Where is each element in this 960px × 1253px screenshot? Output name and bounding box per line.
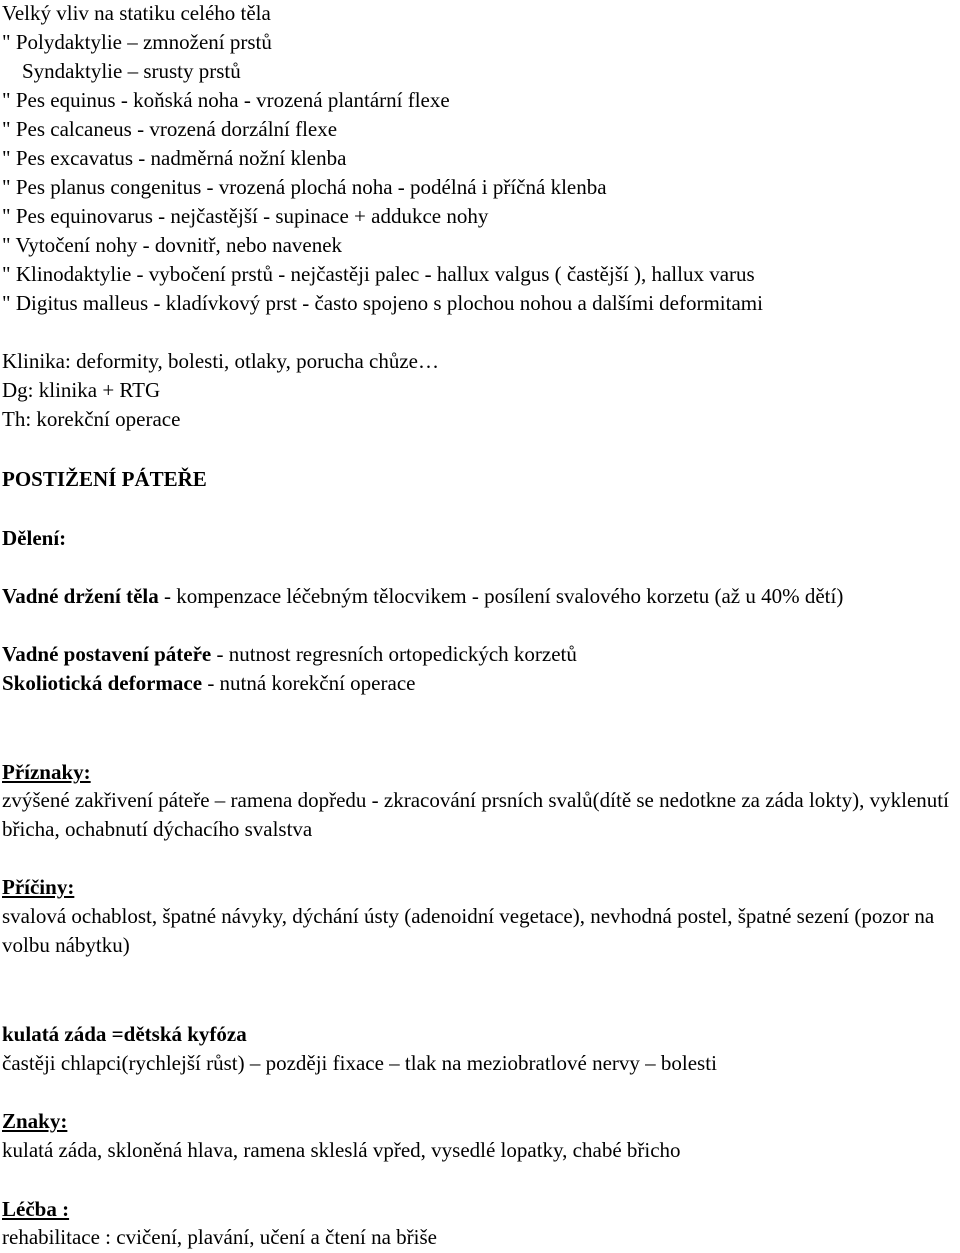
- priciny-text: svalová ochablost, špatné návyky, dýchání ústy (adenoidní vegetace), nevhodná postel, špatné sezení (pozor na volbu nábytku): [2, 904, 935, 957]
- class-item-vadne-postaveni: [2, 641, 577, 667]
- deformity-item-pes-equinus: " Pes equinus - koňská noha - vrozená plantární flexe: [2, 88, 450, 112]
- deformity-item-klinodaktylie: " Klinodaktylie - vybočení prstů - nejčastěji palec - hallux valgus ( častější ), hallux varus: [2, 262, 755, 286]
- priznaky-heading: Příznaky:: [2, 760, 91, 784]
- class-desc: - nutná korekční operace: [202, 671, 416, 695]
- deformity-item-syndaktylie: Syndaktylie – srusty prstů: [22, 59, 241, 83]
- deleni-heading: Dělení:: [2, 526, 67, 550]
- intro-line: Velký vliv na statiku celého těla: [2, 1, 271, 25]
- lecba-heading: Léčba :: [2, 1197, 70, 1221]
- lecba-text: rehabilitace : cvičení, plavání, učení a čtení na břiše: [2, 1225, 437, 1249]
- deformity-item-vytoceni-nohy: " Vytočení nohy - dovnitř, nebo navenek: [2, 233, 343, 257]
- deformity-item-pes-planus: " Pes planus congenitus - vrozená plochá noha - podélná i příčná klenba: [2, 175, 607, 199]
- priciny-heading: Příčiny:: [2, 875, 75, 899]
- class-item-vadne-drzeni: [2, 582, 957, 611]
- znaky-heading: Znaky:: [2, 1109, 68, 1133]
- section-title: POSTIŽENÍ PÁTEŘE: [2, 467, 207, 491]
- class-desc: - kompenzace léčebným tělocvikem - posílení svalového korzetu (až u 40% dětí): [158, 584, 844, 608]
- diagnosis-line: Dg: klinika + RTG: [2, 378, 161, 402]
- deformity-item-pes-calcaneus: " Pes calcaneus - vrozená dorzální flexe: [2, 117, 338, 141]
- clinic-line: Klinika: deformity, bolesti, otlaky, porucha chůze…: [2, 349, 439, 373]
- class-item-skolioticka: [2, 670, 415, 696]
- kyfoza-text: častěji chlapci(rychlejší růst) – později fixace – tlak na meziobratlové nervy – bolesti: [2, 1051, 717, 1075]
- class-term: Vadné držení těla: [2, 584, 159, 608]
- class-term: Skoliotická deformace: [2, 671, 203, 695]
- deformity-item-polydaktylie: " Polydaktylie – zmnožení prstů: [2, 30, 272, 54]
- deformity-item-pes-excavatus: " Pes excavatus - nadměrná nožní klenba: [2, 146, 347, 170]
- deformity-item-digitus-malleus: " Digitus malleus - kladívkový prst - často spojeno s plochou nohou a dalšími deformitami: [2, 291, 763, 315]
- kyfoza-heading: kulatá záda =dětská kyfóza: [2, 1022, 247, 1046]
- priznaky-text: zvýšené zakřivení páteře – ramena dopředu - zkracování prsních svalů(dítě se nedotkne za záda lokty), vyklenutí břicha, ochabnutí dýchacího svalstva: [2, 788, 949, 841]
- class-desc: - nutnost regresních ortopedických korzetů: [211, 642, 577, 666]
- therapy-line: Th: korekční operace: [2, 407, 181, 431]
- class-term: Vadné postavení páteře: [2, 642, 212, 666]
- znaky-text: kulatá záda, skloněná hlava, ramena skleslá vpřed, vysedlé lopatky, chabé břicho: [2, 1138, 681, 1162]
- deformity-item-pes-equinovarus: " Pes equinovarus - nejčastější - supinace + addukce nohy: [2, 204, 489, 228]
